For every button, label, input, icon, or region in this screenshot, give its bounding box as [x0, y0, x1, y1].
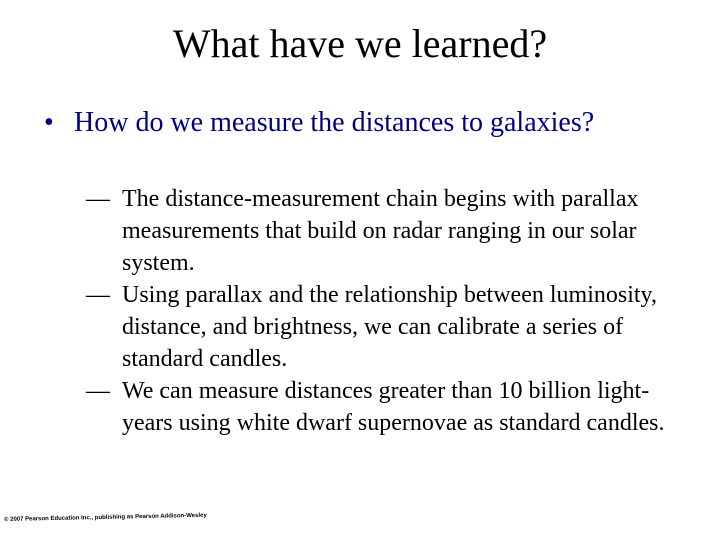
dash-icon: —	[86, 186, 110, 212]
sub-bullet-item	[86, 183, 686, 279]
bullet-icon: •	[44, 107, 54, 138]
sub-bullet-item	[86, 375, 686, 439]
sub-bullet-text: Using parallax and the relationship between luminosity, distance, and brightness, we can calibrate a series of standard candles.	[122, 282, 657, 372]
bullet-item	[40, 106, 680, 140]
sub-bullet-list	[86, 183, 686, 439]
slide-title: What have we learned?	[172, 21, 548, 66]
bullet-text: How do we measure the distances to galaxies?	[74, 107, 595, 138]
main-bullet	[40, 106, 680, 140]
dash-icon: —	[86, 378, 110, 404]
sub-bullet-item	[86, 279, 686, 375]
sub-bullet-text: The distance-measurement chain begins with parallax measurements that build on radar ranging in our solar system.	[122, 186, 639, 276]
sub-bullet-text: We can measure distances greater than 10 billion light-years using white dwarf supernovae as standard candles.	[122, 378, 665, 436]
copyright-notice: © 2007 Pearson Education Inc., publishing as Pearson Addison-Wesley	[3, 512, 207, 523]
dash-icon: —	[86, 282, 110, 308]
